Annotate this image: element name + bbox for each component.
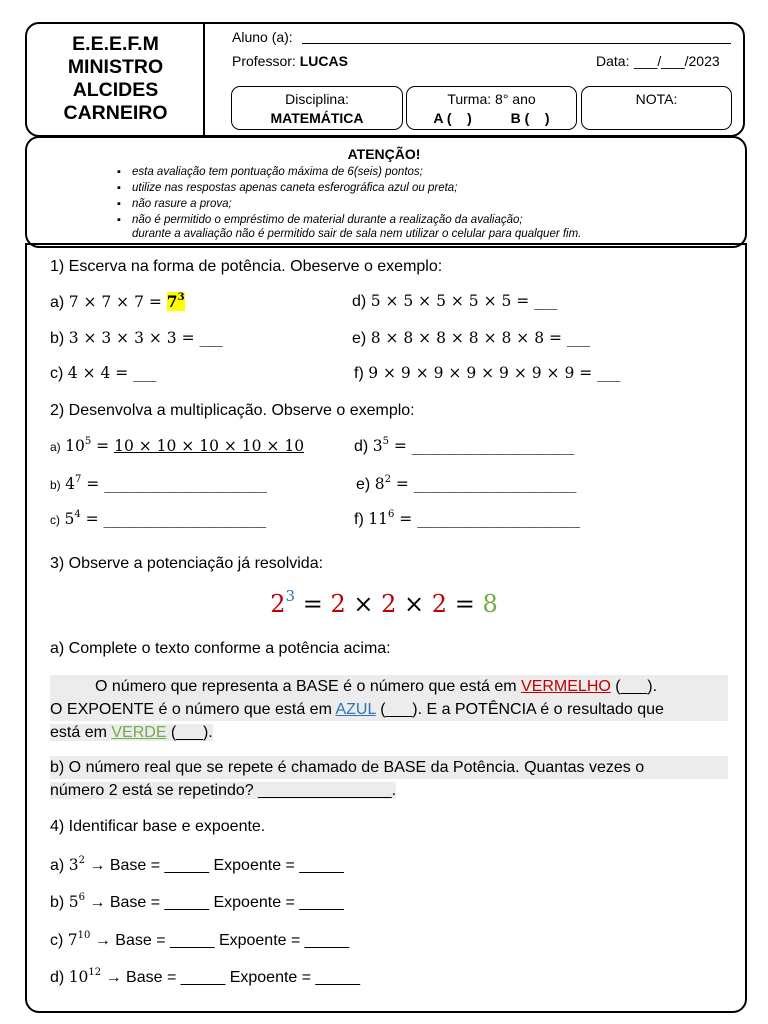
attention-item: ▪ utilize nas respostas apenas caneta esferográfica azul ou preta; (132, 180, 457, 196)
q1-item-e: e) 8 × 8 × 8 × 8 × 8 × 8 = ___ (352, 329, 591, 347)
school-line: E.E.E.F.M (72, 33, 159, 55)
attention-item: ▪ esta avaliação tem pontuação máxima de 6(seis) pontos; (132, 164, 423, 180)
school-line: ALCIDES (72, 79, 159, 101)
class-box (406, 86, 577, 130)
q1-item-f: f) 9 × 9 × 9 × 9 × 9 × 9 × 9 = ___ (354, 364, 621, 382)
q1-item-a: a) $7 \times 7 \times 7 = 7^3$ (50, 292, 185, 311)
q3-paragraph: O número que representa a BASE é o número que está em VERMELHO (___). O EXPOENTE é o número que está em AZUL (___). E a POTÊNCIA é o resultado que está em VERDE (___). (50, 675, 728, 744)
class-options[interactable]: A ( ) B ( ) (433, 110, 550, 126)
subject-box (231, 86, 403, 130)
q4-title: 4) Identificar base e expoente. (50, 818, 266, 835)
teacher-name: LUCAS (299, 53, 348, 69)
q2-title: 2) Desenvolva a multiplicação. Observe o exemplo: (50, 402, 415, 419)
q1-title: 1) Escerva na forma de potência. Obeserve o exemplo: (50, 258, 443, 275)
date-label: Data: (596, 53, 630, 69)
student-name-field[interactable] (302, 43, 731, 44)
subject-value: MATEMÁTICA (270, 110, 364, 126)
attention-title: ATENÇÃO! (347, 146, 421, 162)
q1-item-d: d) 5 × 5 × 5 × 5 × 5 = ___ (352, 292, 558, 310)
teacher-label: Professor: LUCAS (232, 53, 348, 69)
q3-b-question: b) O número real que se repete é chamado de BASE da Potência. Quantas vezes o número 2 está se repetindo? _______________. (50, 756, 728, 802)
q4-item-d: d) $10^{12}$ → Base = _____ Expoente = _____ (50, 967, 361, 986)
school-line: MINISTRO (67, 56, 164, 78)
grade-label: NOTA: (635, 91, 678, 107)
q2-item-c: c) $5^4$ = _____________________ (50, 509, 267, 528)
q1-item-b: b) 3 × 3 × 3 × 3 = ___ (50, 329, 223, 347)
q2-item-a: a) $10^5 = 10 \times 10 \times 10 \times 10 \times 10$ (50, 436, 305, 455)
q4-item-b: b) $5^6$ → Base = _____ Expoente = _____ (50, 892, 344, 911)
q1-example-answer: $7^3$ (166, 292, 185, 311)
subject-label: Disciplina: (285, 91, 349, 107)
date-value[interactable]: ___/___/2023 (634, 53, 720, 69)
q3-title: 3) Observe a potenciação já resolvida: (50, 555, 324, 572)
class-label: Turma: 8° ano (447, 91, 536, 107)
q2-item-e: e) $8^2$ = _____________________ (356, 474, 577, 493)
q2-item-f: f) $11^6$ = _____________________ (354, 509, 580, 528)
q2-item-d: d) $3^5$ = _____________________ (354, 436, 575, 455)
q3-a-title: a) Complete o texto conforme a potência acima: (50, 640, 391, 657)
q3-equation: $2^3 = 2 \times 2 \times 2 = 8$ (270, 587, 498, 618)
school-line: CARNEIRO (63, 102, 168, 124)
q2-item-b: b) $4^7$ = _____________________ (50, 474, 267, 493)
attention-item: ▪ não rasure a prova; (132, 196, 232, 212)
attention-item: ▪ não é permitido o empréstimo de material durante a realização da avaliação; (132, 212, 523, 228)
attention-footer: durante a avaliação não é permitido sair de sala nem utilizar o celular para qualquer fim. (132, 228, 582, 240)
q4-item-c: c) $7^{10}$ → Base = _____ Expoente = _____ (50, 930, 350, 949)
q1-item-c: c) 4 × 4 = ___ (50, 364, 157, 382)
q4-item-a: a) $3^2$ → Base = _____ Expoente = _____ (50, 855, 344, 874)
school-name (27, 22, 204, 136)
student-label: Aluno (a): (232, 29, 293, 45)
grade-box[interactable] (581, 86, 732, 130)
